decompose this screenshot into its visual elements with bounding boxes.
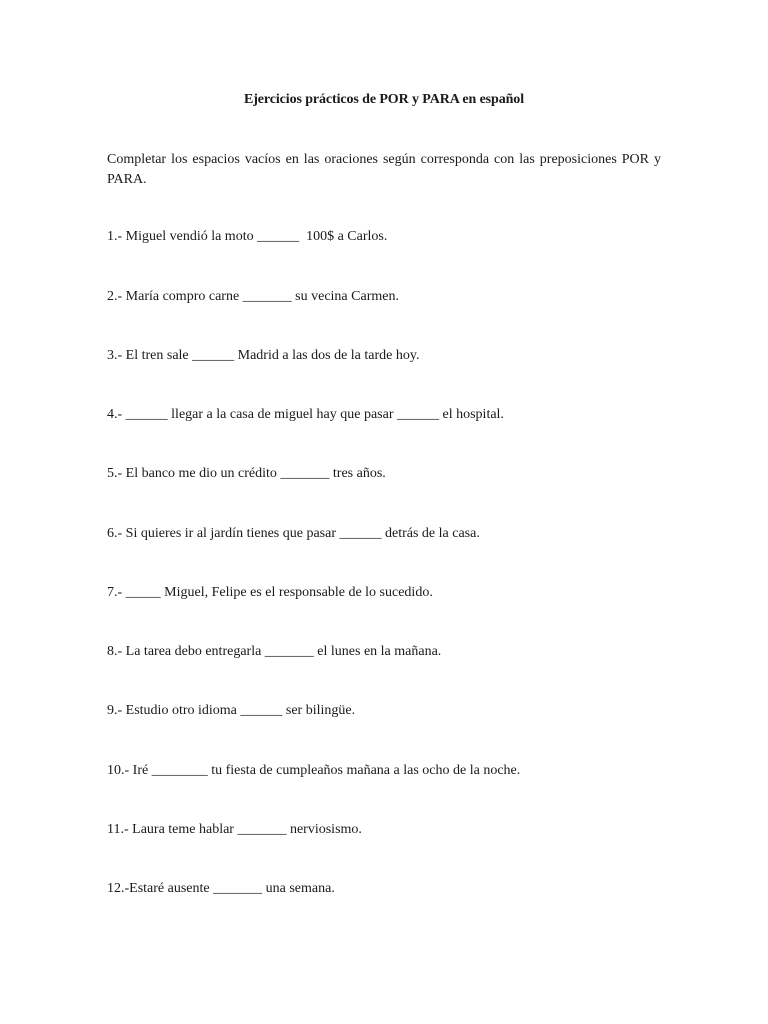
exercise-item: 1.- Miguel vendió la moto ______ 100$ a Carlos. (107, 229, 388, 244)
exercise-item: 4.- ______ llegar a la casa de miguel hay que pasar ______ el hospital. (107, 407, 504, 422)
exercise-item: 10.- Iré ________ tu fiesta de cumpleaños mañana a las ocho de la noche. (107, 763, 521, 778)
exercise-item: 2.- María compro carne _______ su vecina Carmen. (107, 289, 399, 304)
page-title: Ejercicios prácticos de POR y PARA en español (243, 92, 524, 107)
exercise-item: 11.- Laura teme hablar _______ nerviosismo. (107, 822, 362, 837)
exercise-item: 5.- El banco me dio un crédito _______ tres años. (107, 466, 386, 481)
exercise-item: 12.-Estaré ausente _______ una semana. (107, 881, 335, 896)
exercise-item: 7.- _____ Miguel, Felipe es el responsable de lo sucedido. (107, 585, 433, 600)
instructions-paragraph: Completar los espacios vacíos en las oraciones según corresponda con las preposiciones POR y PARA. (107, 152, 661, 187)
exercise-item: 6.- Si quieres ir al jardín tienes que pasar ______ detrás de la casa. (107, 526, 480, 541)
exercise-item: 8.- La tarea debo entregarla _______ el lunes en la mañana. (107, 644, 442, 659)
exercise-item: 3.- El tren sale ______ Madrid a las dos de la tarde hoy. (107, 348, 420, 363)
exercise-item: 9.- Estudio otro idioma ______ ser bilingüe. (107, 703, 356, 718)
